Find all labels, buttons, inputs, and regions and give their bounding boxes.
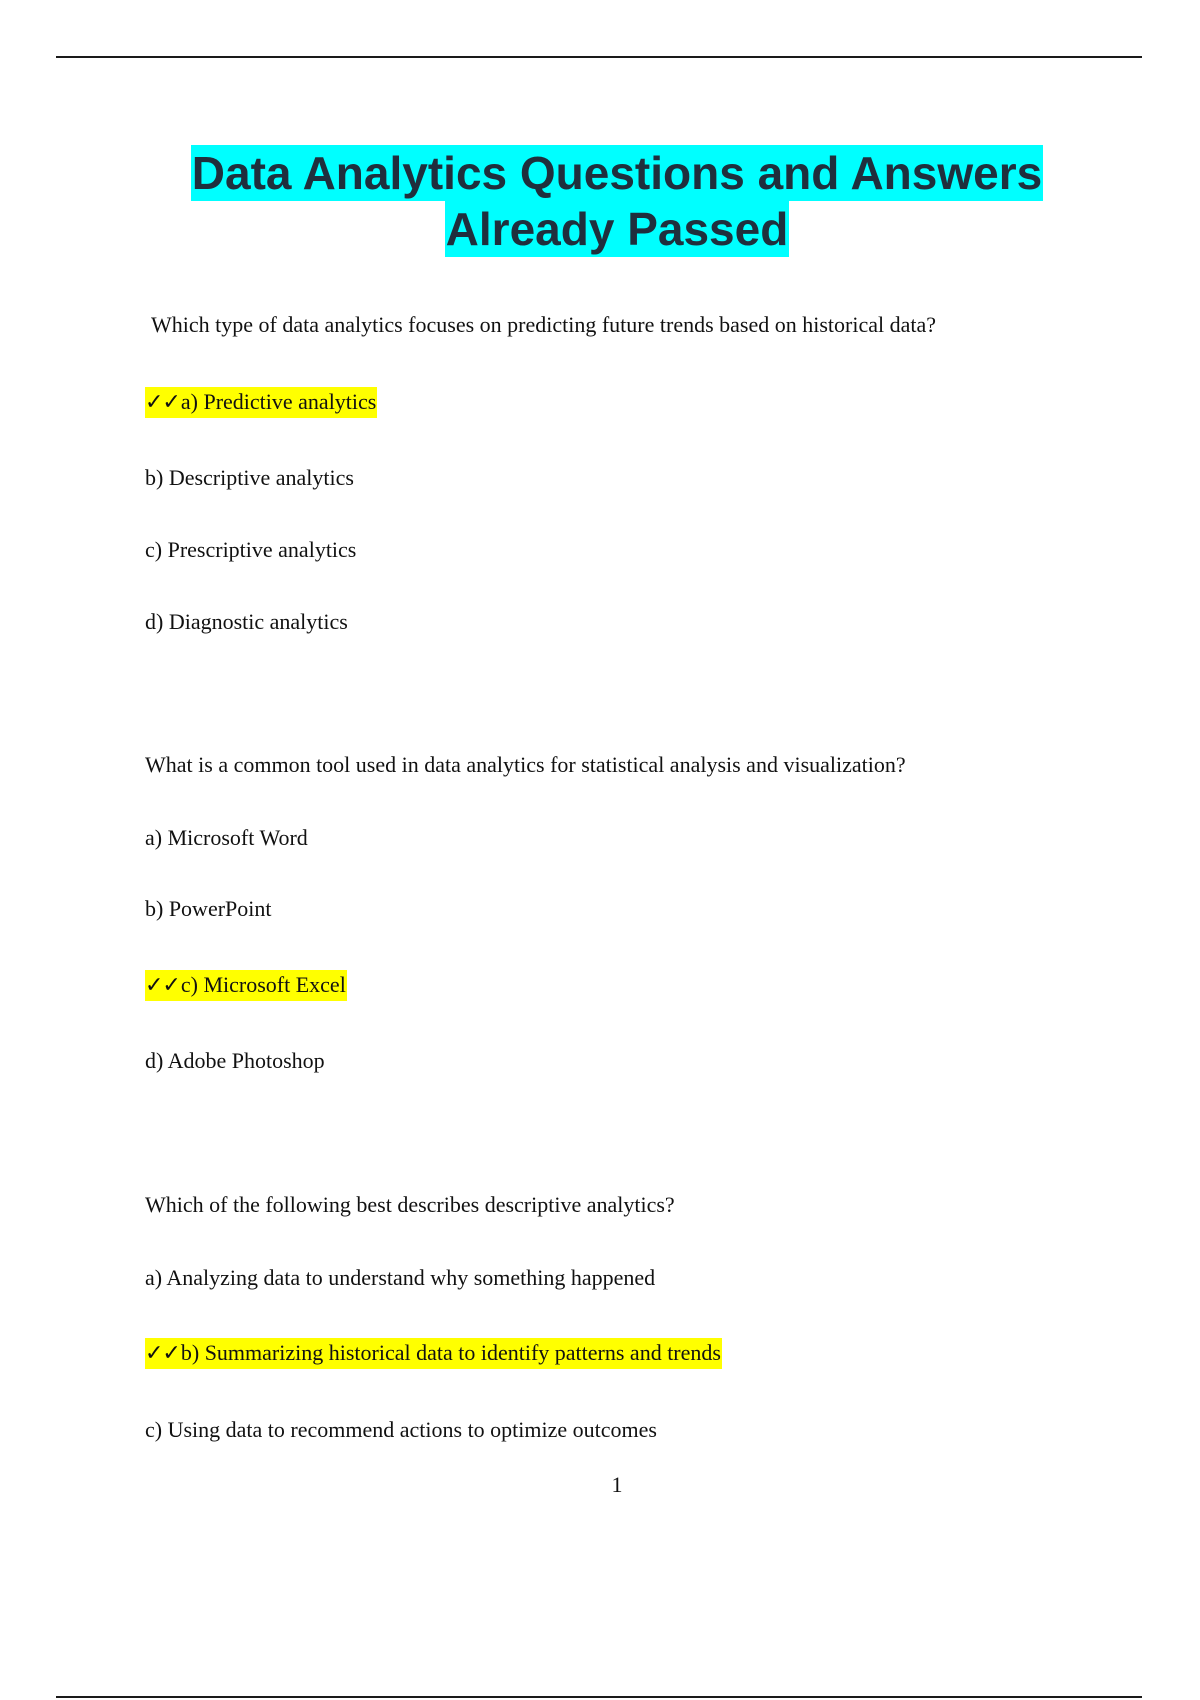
question-2-prompt: What is a common tool used in data analytics for statistical analysis and visualization?: [145, 752, 906, 777]
bottom-rule: [56, 1696, 1142, 1698]
double-check-icon: ✓✓: [145, 390, 180, 415]
page-number: 1: [611, 1472, 623, 1497]
question-3-prompt: Which of the following best describes descriptive analytics?: [145, 1192, 675, 1217]
question-1-prompt: Which type of data analytics focuses on predicting future trends based on historical data?: [151, 312, 937, 337]
document-title: [0, 145, 1200, 257]
top-rule: [56, 56, 1142, 58]
question-3-option-c: c) Using data to recommend actions to optimize outcomes: [145, 1417, 657, 1442]
question-3-option-a: a) Analyzing data to understand why something happened: [145, 1265, 656, 1290]
option-text: b) Summarizing historical data to identify patterns and trends: [180, 1340, 721, 1365]
option-text: a) Predictive analytics: [180, 389, 377, 414]
double-check-icon: ✓✓: [145, 973, 180, 998]
question-2-option-b: b) PowerPoint: [145, 896, 272, 921]
option-text: c) Microsoft Excel: [180, 972, 346, 997]
question-1-option-a-correct: [145, 387, 377, 418]
question-1-option-c: c) Prescriptive analytics: [145, 537, 357, 562]
question-1-option-d: d) Diagnostic analytics: [145, 609, 348, 634]
question-2-option-a: a) Microsoft Word: [145, 825, 308, 850]
question-1-option-b: b) Descriptive analytics: [145, 465, 354, 490]
title-line-2: Already Passed: [445, 203, 789, 255]
question-3-option-b-correct: [145, 1338, 722, 1369]
double-check-icon: ✓✓: [145, 1341, 180, 1366]
question-2-option-c-correct: [145, 970, 347, 1001]
question-2-option-d: d) Adobe Photoshop: [145, 1048, 325, 1073]
title-line-1: Data Analytics Questions and Answers: [191, 147, 1043, 199]
